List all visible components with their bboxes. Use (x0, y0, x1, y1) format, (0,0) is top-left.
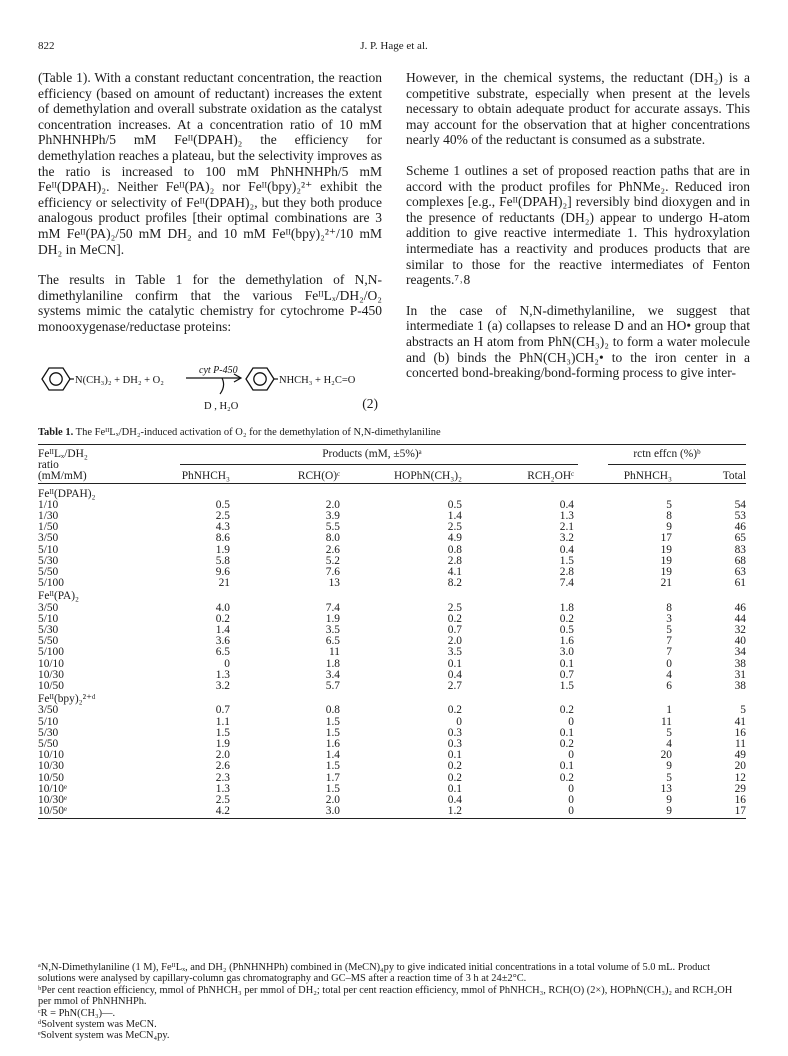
table-cell: 3.6 (215, 635, 230, 648)
table-cell: 1.5 (559, 680, 574, 693)
table-cell: 1.1 (215, 715, 230, 728)
table-cell: 0.1 (447, 782, 462, 795)
table-cell: 0 (568, 782, 574, 795)
table-cell: 8.2 (447, 577, 462, 590)
table-cell: 0.2 (447, 771, 462, 784)
table-cell-ratio: 10/10 (38, 749, 64, 762)
table-cell: 29 (734, 782, 746, 795)
table-cell: 21 (218, 577, 230, 590)
table-cell: 13 (328, 577, 340, 590)
table-row (38, 500, 746, 511)
table-cell: 1.8 (559, 601, 574, 614)
table-row (38, 545, 746, 556)
table-cell: 8 (666, 510, 672, 523)
table-cell: 0.1 (447, 749, 462, 762)
table-cell: 19 (660, 543, 672, 556)
table-cell: 4.3 (215, 521, 230, 534)
paragraph: Scheme 1 outlines a set of proposed reaction paths that are in accord with the product profiles for PhNMe₂. Reduced iron complexes [e.g., Feᴵᴵ(DPAH)₂] reversibly bind dioxygen and in the presence of reductants (DH₂) appear to undergo H-atom addition to give reactive intermediate 1. This hydroxylation intermediate has a reactivity and produces products that are similar to those for the reactive intermediates of Fenton reagents.⁷˒8 (406, 162, 750, 288)
footnote: ᶜR = PhN(CH₃)—. (38, 1007, 116, 1019)
table-cell-ratio: 10/10 (38, 657, 64, 670)
table-cell: 0.2 (559, 704, 574, 717)
table-caption-text: The FeᴵᴵLₓ/DH₂-induced activation of O₂ for the demethylation of N,N-dimethylaniline (75, 427, 441, 438)
table-cell: 5.7 (325, 680, 340, 693)
table-cell: 1.5 (215, 726, 230, 739)
table-row (38, 625, 746, 636)
table-cell: 7 (666, 646, 672, 659)
table-cell: 1.7 (325, 771, 340, 784)
table-cell-ratio: 10/50 (38, 771, 64, 784)
table-group-label: Feᴵᴵ(PA)₂ (38, 590, 80, 603)
table-cell-ratio: 5/100 (38, 646, 64, 659)
table-cell: 1.6 (559, 635, 574, 648)
table-cell: 9 (666, 521, 672, 534)
scheme-byproducts: D , H₂O (204, 401, 239, 412)
table-cell: 6 (666, 680, 672, 693)
table-cell: 20 (734, 760, 746, 773)
col-header-ratio-line2: ratio (38, 459, 59, 472)
table-cell: 63 (734, 566, 746, 579)
table-cell: 2.6 (325, 543, 340, 556)
table-cell: 46 (734, 601, 746, 614)
table-cell: 2.0 (215, 749, 230, 762)
table-cell: 1.5 (559, 554, 574, 567)
table-cell: 1.5 (325, 782, 340, 795)
table-cell: 2.0 (447, 635, 462, 648)
table-cell: 1.6 (325, 738, 340, 751)
table-cell: 0 (568, 805, 574, 818)
table-cell: 3.2 (559, 532, 574, 545)
table-cell: 0.8 (447, 543, 462, 556)
table-footnotes (38, 962, 748, 1042)
table-cell: 4 (666, 668, 672, 681)
table-cell: 4.2 (215, 805, 230, 818)
table-cell: 6.5 (325, 635, 340, 648)
table-cell: 2.8 (447, 554, 462, 567)
table-cell: 3.5 (325, 624, 340, 637)
table-cell: 1.2 (447, 805, 462, 818)
table-group-label: Feᴵᴵ(bpy)₂²⁺ᵈ (38, 693, 96, 706)
table-cell: 21 (660, 577, 672, 590)
table-cell: 16 (734, 794, 746, 807)
page-number: 822 (38, 40, 55, 52)
table-row (38, 795, 746, 806)
table-cell: 1.9 (215, 543, 230, 556)
table-cell: 0.7 (559, 668, 574, 681)
table-cell: 61 (734, 577, 746, 590)
table-cell: 44 (734, 612, 746, 625)
table-cell: 5 (666, 771, 672, 784)
table-cell: 2.6 (215, 760, 230, 773)
table-cell-ratio: 5/50 (38, 566, 59, 579)
table-row (38, 567, 746, 578)
table-row (38, 728, 746, 739)
col-header: RCH(O)ᶜ (297, 470, 340, 483)
table-row (38, 717, 746, 728)
table-row (38, 761, 746, 772)
table-cell: 1 (666, 704, 672, 717)
table-cell: 0.1 (559, 657, 574, 670)
table-caption-label: Table 1. (38, 427, 74, 438)
table-row (38, 578, 746, 589)
col-header: Total (722, 470, 746, 483)
table-cell: 7.4 (559, 577, 574, 590)
data-table (38, 444, 746, 823)
table-cell: 4.1 (447, 566, 462, 579)
table-cell: 31 (734, 668, 746, 681)
table-cell: 1.4 (325, 749, 340, 762)
table-cell: 4 (666, 738, 672, 751)
table-cell-ratio: 5/10 (38, 715, 59, 728)
table-cell-ratio: 5/10 (38, 612, 59, 625)
table-cell: 0.1 (447, 657, 462, 670)
table-row (38, 681, 746, 692)
table-cell: 12 (734, 771, 746, 784)
benzene-ring-icon (42, 368, 70, 390)
table-cell: 38 (734, 657, 746, 670)
table-cell: 0.3 (447, 726, 462, 739)
col-header: HOPhN(CH₃)₂ (393, 470, 462, 483)
table-cell: 32 (734, 624, 746, 637)
table-cell-ratio: 5/10 (38, 543, 59, 556)
col-header: PhNHCH₃ (181, 470, 230, 483)
table-cell: 38 (734, 680, 746, 693)
col-group-products: Products (mM, ±5%)ᵃ (322, 448, 422, 460)
table-cell-ratio: 3/50 (38, 601, 59, 614)
table-group-label: Feᴵᴵ(DPAH)₂ (38, 487, 96, 500)
table-cell: 68 (734, 554, 746, 567)
table-cell-ratio: 10/30 (38, 760, 64, 773)
table-cell: 11 (735, 738, 746, 751)
table-cell: 46 (734, 521, 746, 534)
table-row (38, 784, 746, 795)
footnote: ᵇPer cent reaction efficiency, mmol of PhNHCH₃ per mmol of DH₂; total per cent reaction efficiency, mmol of PhNHCH₃, RCH(O) (2×), HOPhN(CH₃)₂ and RCH₂OH per mmol of PhNHNHPh. (38, 984, 733, 1008)
table-row (38, 705, 746, 716)
table-cell: 9 (666, 760, 672, 773)
table-cell-ratio: 3/50 (38, 704, 59, 717)
table-cell-ratio: 3/50 (38, 532, 59, 545)
table-cell: 1.3 (215, 782, 230, 795)
table-cell: 7 (666, 635, 672, 648)
col-group-efficiency: rctn effcn (%)ᵇ (633, 448, 701, 460)
table-row (38, 659, 746, 670)
table-cell: 2.0 (325, 498, 340, 511)
table-cell: 16 (734, 726, 746, 739)
table-cell: 2.8 (559, 566, 574, 579)
table-cell-ratio: 5/100 (38, 577, 64, 590)
table-cell: 0 (666, 657, 672, 670)
table-cell: 13 (660, 782, 672, 795)
table-cell: 17 (734, 805, 746, 818)
table-cell: 0.7 (447, 624, 462, 637)
footnote: ᵃN,N-Dimethylaniline (1 M), FeᴵᴵLₓ, and DH₂ (PhNHNHPh) combined in (MeCN)₄py to give indicated initial concentrations in a total volume of 5.0 mL. Product solutions were analysed by capillary-column gas chromatography and GC–MS after a reaction time of 3 h at 24±2°C. (38, 962, 711, 985)
table-cell: 19 (660, 554, 672, 567)
table-row (38, 647, 746, 658)
table-cell-ratio: 10/30ᵉ (38, 794, 67, 807)
table-cell: 2.7 (447, 680, 462, 693)
paragraph: (Table 1). With a constant reductant concentration, the reaction efficiency (based on amount of reductant) increases the extent of demethylation and overall substrate oxidation as the catalyst concentration increases. At a concentration ratio of 10 mM PhNHNHPh/5 mM Feᴵᴵ(DPAH)₂ the efficiency for demethylation reaches a plateau, but the selectivity improves as the ratio is increased to 100 mM PhNHNHPh/5 mM Feᴵᴵ(DPAH)₂. Neither Feᴵᴵ(PA)₂ nor Feᴵᴵ(bpy)₂²⁺ exhibit the efficiency or selectivity of Feᴵᴵ(DPAH)₂, but they both produce analogous product profiles [their optimal combinations are 3 mM Feᴵᴵ(PA)₂/50 mM DH₂ and 10 mM Feᴵᴵ(bpy)₂²⁺/10 mM DH₂ in MeCN]. (38, 70, 382, 257)
equation-number: (2) (362, 396, 378, 411)
footnote: ᵉSolvent system was MeCN₄py. (38, 1030, 170, 1042)
table-cell: 0.4 (559, 498, 574, 511)
table-cell: 1.8 (325, 657, 340, 670)
table-cell: 0.2 (559, 771, 574, 784)
table-cell-ratio: 10/30 (38, 668, 64, 681)
table-cell-ratio: 5/50 (38, 738, 59, 751)
paragraph: However, in the chemical systems, the reductant (DH₂) is a competitive substrate, especially when present at the levels necessary to obtain adequate product for accurate assays. This may account for the observation that at higher concentrations nearly 40% of the reductant is consumed as a substrate. (406, 70, 750, 148)
table-cell: 1.4 (215, 624, 230, 637)
table-row (38, 533, 746, 544)
table-cell: 0.5 (447, 498, 462, 511)
table-cell: 0.2 (559, 612, 574, 625)
paragraph: In the case of N,N-dimethylaniline, we suggest that intermediate 1 (a) collapses to release D and an HO• group that abstracts an H atom from PhN(CH₃)₂ to form a water molecule and (b) binds the PhN(CH₃)CH₂• to the iron center in a concerted bond-breaking/bond-forming process to give inter- (406, 302, 750, 381)
table-cell: 0.2 (559, 738, 574, 751)
table-cell: 0.2 (447, 704, 462, 717)
scheme-products: NHCH₃ + H₂C=O (279, 375, 356, 386)
scheme-reactants: N(CH₃)₂ + DH₂ + O₂ (75, 375, 164, 386)
table-cell: 11 (329, 646, 340, 659)
table-cell: 2.0 (325, 794, 340, 807)
table-caption (38, 427, 441, 438)
table-cell: 4.9 (447, 532, 462, 545)
table-cell: 19 (660, 566, 672, 579)
table-cell: 5 (666, 498, 672, 511)
right-column (406, 70, 750, 381)
table-cell: 0 (224, 657, 230, 670)
table-cell: 4.0 (215, 601, 230, 614)
table-cell: 6.5 (215, 646, 230, 659)
table-cell: 0.7 (215, 704, 230, 717)
table-cell: 5 (666, 624, 672, 637)
table-cell: 5.8 (215, 554, 230, 567)
table-cell: 0 (456, 715, 462, 728)
table-cell-ratio: 1/10 (38, 498, 59, 511)
table-cell: 3.0 (559, 646, 574, 659)
table-row (38, 806, 746, 818)
table-cell-ratio: 5/30 (38, 726, 59, 739)
table-row (38, 522, 746, 533)
table-cell: 83 (734, 543, 746, 556)
table-cell: 0.3 (447, 738, 462, 751)
table-row (38, 750, 746, 761)
table-cell: 1.5 (325, 760, 340, 773)
table-cell: 9 (666, 805, 672, 818)
table-cell: 34 (734, 646, 746, 659)
reaction-arrow-icon (186, 374, 241, 394)
running-head: J. P. Hage et al. (360, 40, 428, 52)
table-cell: 0.1 (559, 760, 574, 773)
table-cell: 3.0 (325, 805, 340, 818)
table-cell: 1.5 (325, 715, 340, 728)
table-cell: 0.4 (559, 543, 574, 556)
table-cell: 0 (568, 715, 574, 728)
table-cell: 9 (666, 794, 672, 807)
table-cell: 5 (666, 726, 672, 739)
table-row (38, 614, 746, 625)
table-cell: 2.3 (215, 771, 230, 784)
table-cell: 0.4 (447, 794, 462, 807)
table-cell-ratio: 5/50 (38, 635, 59, 648)
table-cell: 0.8 (325, 704, 340, 717)
col-header-ratio-line3: (mM/mM) (38, 470, 87, 483)
table-cell: 0.2 (447, 760, 462, 773)
table-cell: 20 (660, 749, 672, 762)
table-cell-ratio: 5/30 (38, 554, 59, 567)
table-cell: 65 (734, 532, 746, 545)
footnote: ᵈSolvent system was MeCN. (38, 1019, 157, 1031)
table-cell: 1.9 (215, 738, 230, 751)
table-cell-ratio: 5/30 (38, 624, 59, 637)
table-cell: 7.6 (325, 566, 340, 579)
left-column (38, 70, 382, 335)
reaction-scheme (38, 364, 378, 416)
table-cell-ratio: 10/50 (38, 680, 64, 693)
table-cell: 2.5 (447, 601, 462, 614)
table-cell: 8 (666, 601, 672, 614)
table-row (38, 556, 746, 567)
table-cell: 0.5 (559, 624, 574, 637)
paragraph: The results in Table 1 for the demethylation of N,N-dimethylaniline confirm that the various FeᴵᴵLₓ/DH₂/O₂ systems mimic the catalytic chemistry for cytochrome P-450 monooxygenase/reductase proteins: (38, 272, 382, 334)
table-cell-ratio: 10/50ᵉ (38, 805, 67, 818)
table-cell: 5.5 (325, 521, 340, 534)
table-cell: 1.9 (325, 612, 340, 625)
table-row (38, 511, 746, 522)
reaction-scheme-drawing (38, 364, 378, 416)
table-cell: 5 (740, 704, 746, 717)
table-cell: 40 (734, 635, 746, 648)
table-cell: 3.2 (215, 680, 230, 693)
table-cell: 3 (666, 612, 672, 625)
table-cell: 0.5 (215, 498, 230, 511)
table-cell: 1.5 (325, 726, 340, 739)
table-cell: 54 (734, 498, 746, 511)
col-header: PhNHCH₃ (623, 470, 672, 483)
table-cell: 1.3 (215, 668, 230, 681)
table-cell: 0 (568, 794, 574, 807)
table-row (38, 739, 746, 750)
table-cell: 8.0 (325, 532, 340, 545)
table-cell: 2.5 (215, 794, 230, 807)
col-header: RCH₂OHᶜ (527, 470, 574, 483)
col-header-ratio: FeᴵᴵLₓ/DH₂ (38, 448, 88, 460)
table-cell: 3.9 (325, 510, 340, 523)
table-cell: 3.4 (325, 668, 340, 681)
table-cell: 41 (734, 715, 746, 728)
table-cell: 7.4 (325, 601, 340, 614)
table-cell: 3.5 (447, 646, 462, 659)
table-cell: 17 (660, 532, 672, 545)
scheme-catalyst: cyt P-450 (199, 365, 238, 376)
table-cell: 0.2 (215, 612, 230, 625)
table-row (38, 603, 746, 614)
table-cell: 49 (734, 749, 746, 762)
table-cell: 0.1 (559, 726, 574, 739)
table-cell-ratio: 1/30 (38, 510, 59, 523)
table-cell: 0 (568, 749, 574, 762)
table-cell: 53 (734, 510, 746, 523)
table-cell: 5.2 (325, 554, 340, 567)
table-cell: 0.2 (447, 612, 462, 625)
table-cell: 2.1 (559, 521, 574, 534)
table-cell: 8.6 (215, 532, 230, 545)
table-cell: 1.4 (447, 510, 462, 523)
table-cell-ratio: 10/10ᵉ (38, 782, 67, 795)
table-row (38, 773, 746, 784)
table-cell: 9.6 (215, 566, 230, 579)
benzene-ring-icon (246, 368, 274, 390)
table-cell: 2.5 (215, 510, 230, 523)
table-cell: 0.4 (447, 668, 462, 681)
table-cell: 1.3 (559, 510, 574, 523)
table-cell: 11 (661, 715, 672, 728)
table-row (38, 670, 746, 681)
table-cell: 2.5 (447, 521, 462, 534)
table-cell-ratio: 1/50 (38, 521, 59, 534)
table-row (38, 636, 746, 647)
